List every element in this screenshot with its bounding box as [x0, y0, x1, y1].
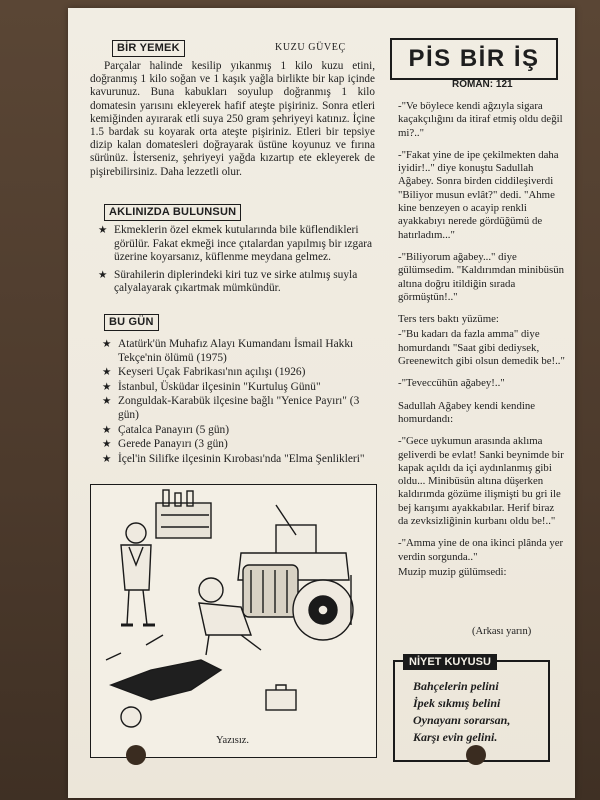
- section-tag-today: BU GÜN: [104, 314, 159, 331]
- serial-title: PİS BİR İŞ: [390, 38, 558, 80]
- serial-paragraph: -"Fakat yine de ipe çekilmekten daha iyidir!.." diye konuştu Sadullah Ağabey. Sonra birden ciddileşiverdi "Biliyor musun evlât?" dedi. "Ahme kine benzeyen o acayip renkli ayakkabıyı nerede gördüğümü de hatırladım...": [398, 148, 559, 241]
- section-tag-tips: AKLINIZDA BULUNSUN: [104, 204, 241, 221]
- today-item: ★ Çatalca Panayırı (5 gün): [102, 424, 372, 438]
- poem-line: Bahçelerin pelini: [413, 679, 499, 693]
- newspaper-page: [68, 8, 575, 798]
- recipe-body: Parçalar halinde kesilip yıkanmış 1 kilo kuzu etini, doğranmış 1 kilo soğan ve 1 kaşık yağla birlikte bir kap içinde kavurunuz. Buna kabukları soyulup doğranmış 1 kilo domatesin yarısını ekleyerek hafif ateşte pişiriniz. Sonra etleri kemiğinden ayırarak etli suya 250 gram şehriyeyi katınız. İçine 1.5 bardak su koyarak orta ateşte pişiriniz. Etleri bir tepsiye dizip kalan domatesleri doğrayarak üstüne koyunuz ve fırına sürünüz. İsterseniz, şehriyeyi yağda kızartıp ete ekleyerek de pişirebilirsiniz. Daha lezzetli olur.: [90, 60, 375, 178]
- continued-note: (Arkası yarın): [472, 626, 532, 637]
- serial-text: [398, 100, 566, 588]
- serial-paragraph: -"Teveccühün ağabey!..": [398, 377, 505, 390]
- serial-paragraph: -"Ve böylece kendi ağzıyla sigara kaçakçılığını da itiraf etmiş oldu değil mi?..": [398, 100, 563, 139]
- cartoon-panel: [90, 484, 377, 758]
- section-tag-recipe: BİR YEMEK: [112, 40, 185, 57]
- tips-list: [98, 224, 373, 297]
- niyet-kuyusu-title: NİYET KUYUSU: [403, 654, 497, 670]
- today-item: ★ Zonguldak-Karabük ilçesine bağlı "Yenice Payırı" (3 gün): [102, 395, 372, 422]
- today-item: ★ Keyseri Uçak Fabrikası'nın açılışı (1926): [102, 366, 372, 380]
- serial-paragraph: -"Gece uykumun arasında aklıma geliverdi be evlat! Sanki beynimde bir kapak açıldı da içi aydınlanmış gibi oldu... Minibüsün altına düşerken kaldırımda gözüme ilişmişti bu gri ile bej karışımı ayakkabılar. Herif biraz da zevksizliğinin kurbanı oldu be!..": [398, 435, 564, 528]
- poem-line: İpek sıkmış belini: [413, 696, 501, 710]
- today-item: ★ Atatürk'ün Muhafız Alayı Kumandanı İsmail Hakkı Tekçe'nin ölümü (1975): [102, 338, 372, 365]
- today-item: ★ İstanbul, Üsküdar ilçesinin "Kurtuluş Günü": [102, 381, 372, 395]
- cartoon-caption: Yazısız.: [216, 735, 250, 746]
- roman-number: ROMAN: 121: [452, 79, 513, 90]
- today-list: [102, 338, 372, 467]
- recipe-title: KUZU GÜVEÇ: [275, 42, 346, 53]
- punch-hole: [466, 745, 486, 765]
- cartoon-drawing: [91, 485, 376, 735]
- today-item: ★ Gerede Panayırı (3 gün): [102, 438, 372, 452]
- serial-paragraph: Muzip muzip gülümsedi:: [398, 565, 507, 578]
- poem-line: Oynayanı sorarsan,: [413, 713, 511, 727]
- serial-paragraph: Ters ters baktı yüzüme:: [398, 313, 499, 326]
- serial-paragraph: Sadullah Ağabey kendi kendine homurdandı:: [398, 399, 536, 425]
- today-item: ★ İçel'in Silifke ilçesinin Kırobası'nda "Elma Şenlikleri": [102, 453, 372, 467]
- serial-paragraph: -"Biliyorum ağabey..." diye gülümsedim. "Kaldırımdan minibüsün altına doğru itildiğin sırada görmüştün!..": [398, 250, 565, 303]
- niyet-poem: [413, 678, 510, 746]
- tips-item: ★ Ekmeklerin özel ekmek kutularında bile küflendikleri görülür. Fakat ekmeği ince çıtalardan yapılmış bir ızgara üzerine koyarsanız, küflenme meydana gelmez.: [98, 224, 373, 265]
- punch-hole: [126, 745, 146, 765]
- poem-line: Karşı evin gelini.: [413, 730, 498, 744]
- tips-item: ★ Sürahilerin diplerindeki kiri tuz ve sirke atılmış suyla çalyalayarak çıkartmak mümkündür.: [98, 269, 373, 296]
- serial-paragraph: -"Amma yine de ona ikinci plânda yer verdin sorgunda..": [398, 537, 564, 563]
- serial-paragraph: -"Bu kadarı da fazla amma" diye homurdandı "Saat gibi dediysek, Greenewitch gibi olsun demedik be!..": [398, 328, 565, 368]
